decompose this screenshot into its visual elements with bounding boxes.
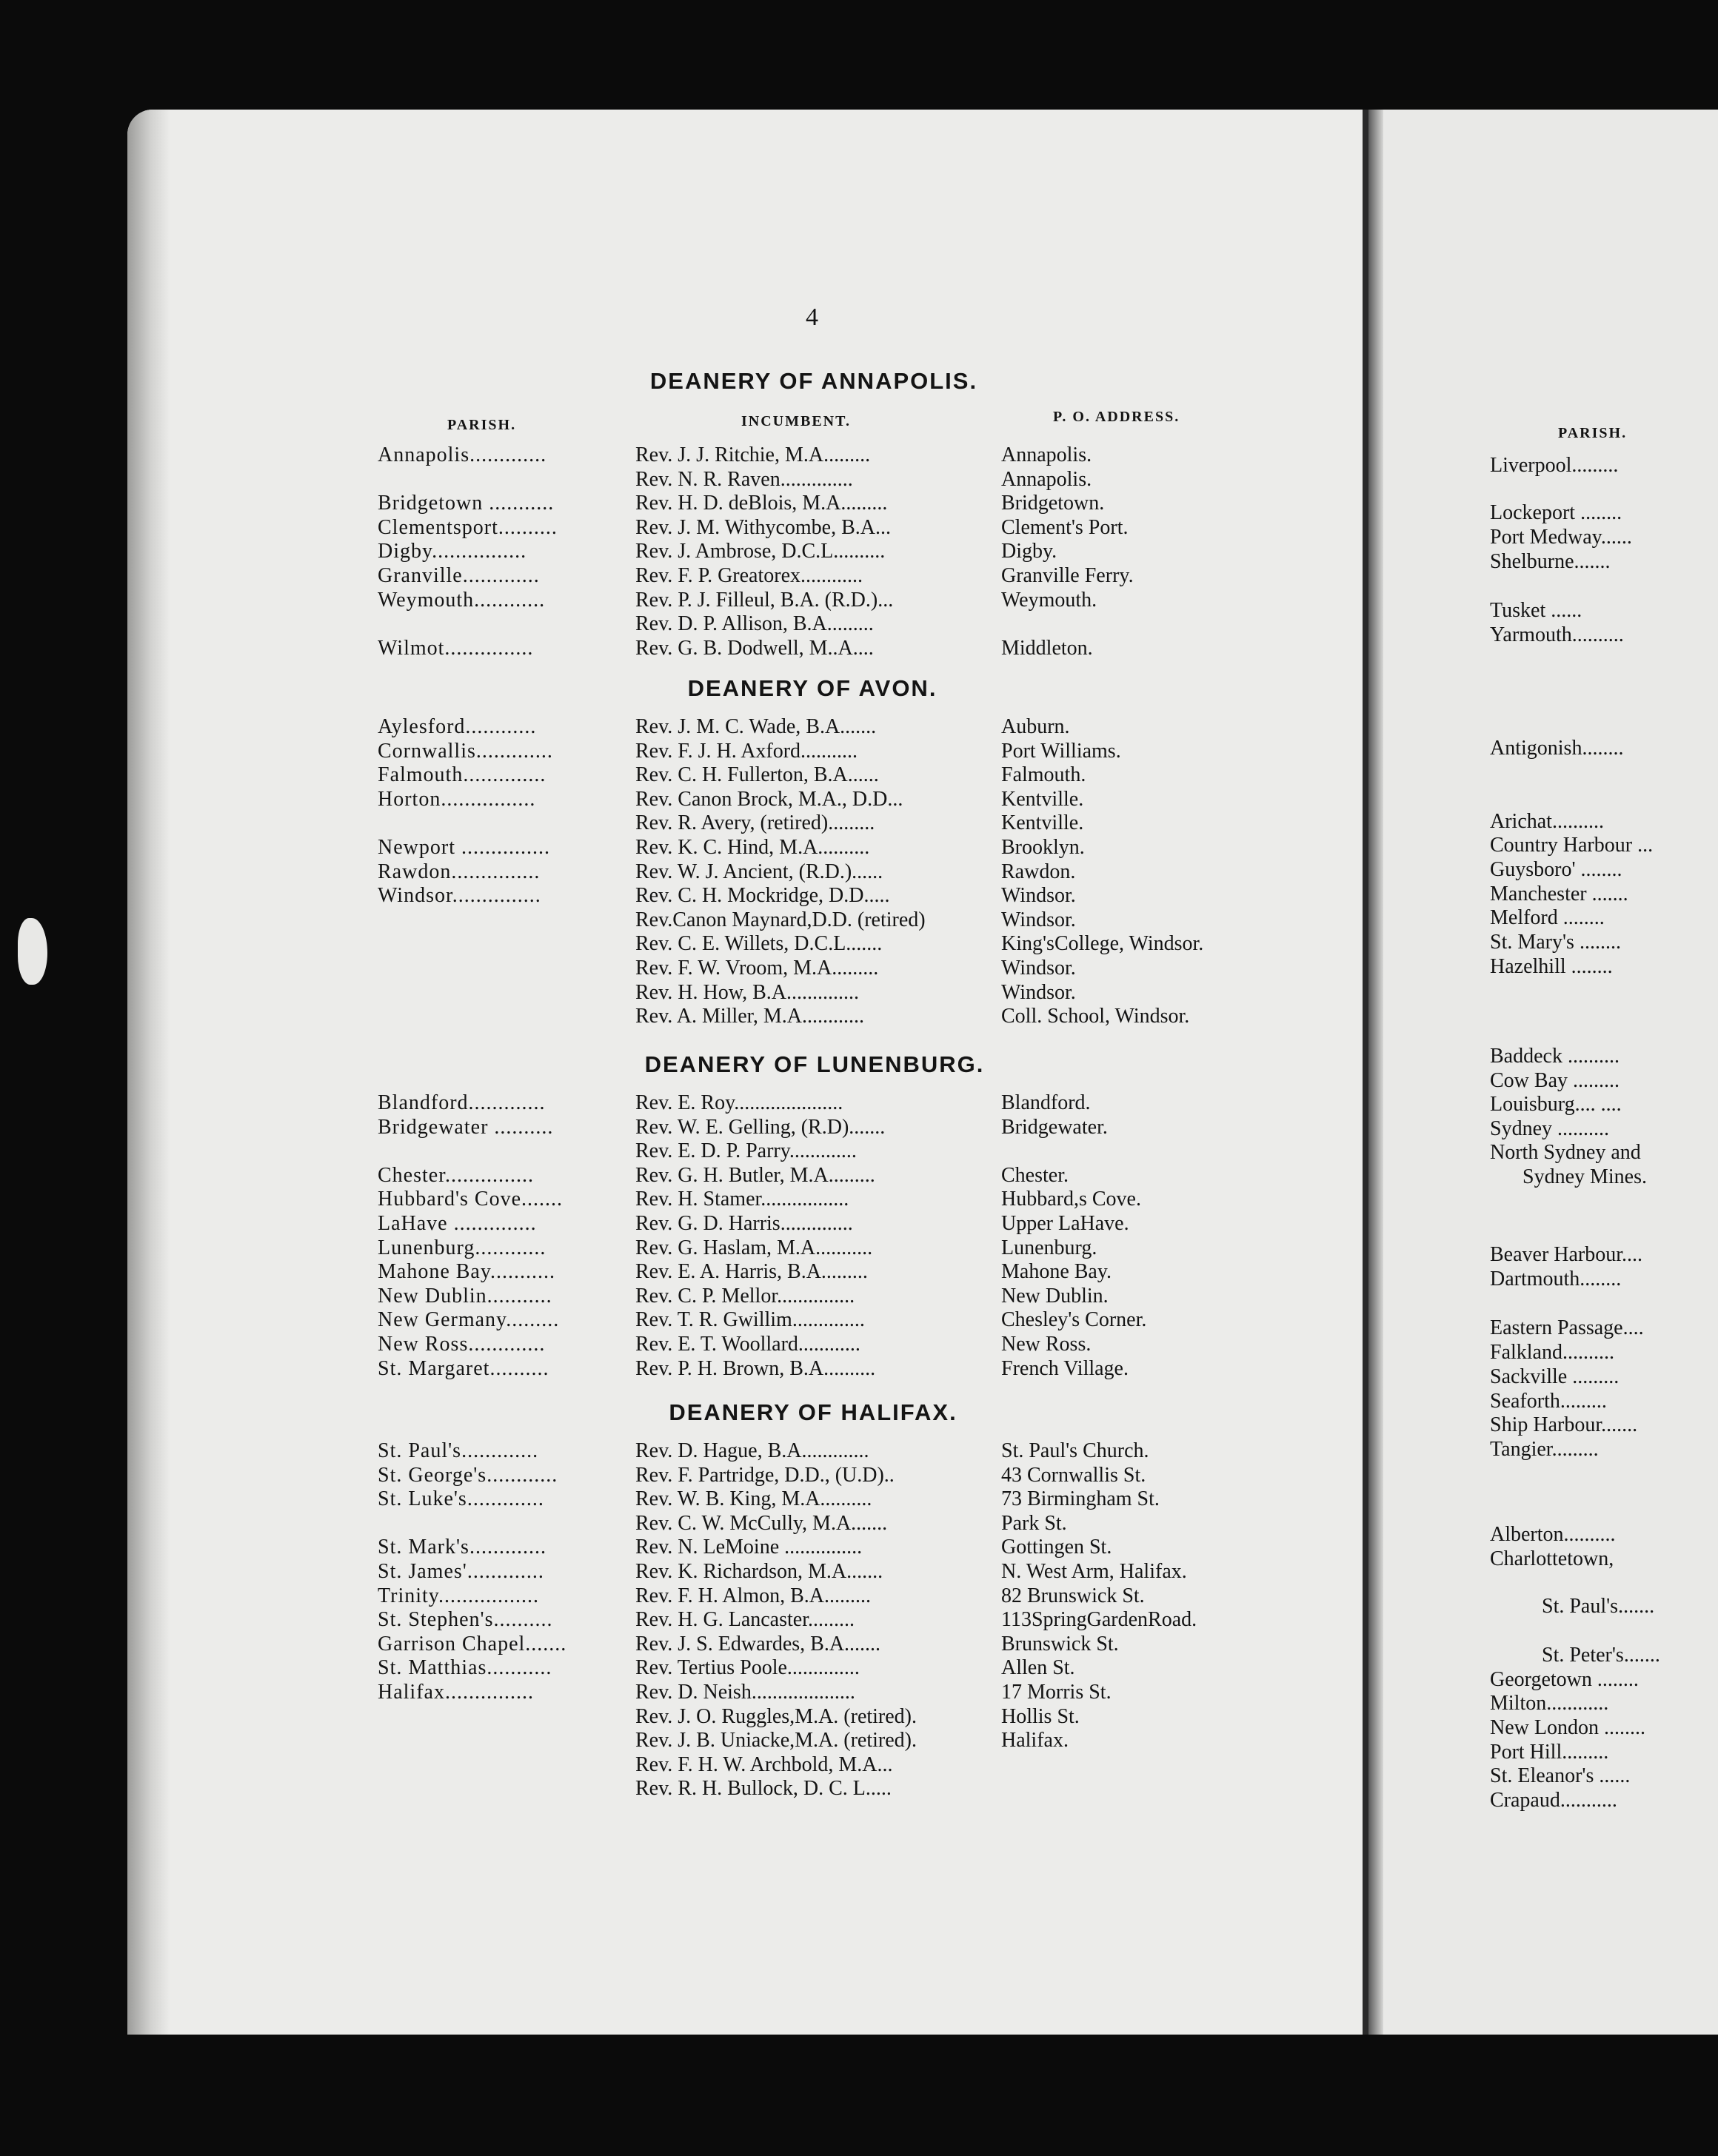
po-address: New Dublin. <box>1001 1285 1109 1308</box>
right-parish-name: Beaver Harbour.... <box>1490 1243 1643 1266</box>
right-parish-name: Sackville ......... <box>1490 1365 1620 1388</box>
po-address: 43 Cornwallis St. <box>1001 1464 1146 1487</box>
po-address: Gottingen St. <box>1001 1536 1112 1559</box>
right-parish-name: Seaforth......... <box>1490 1390 1607 1413</box>
right-parish-name: Sydney Mines. <box>1523 1165 1647 1188</box>
parish-name: St. George's............ <box>378 1464 558 1487</box>
parish-name: Lunenburg............ <box>378 1236 547 1259</box>
parish-name: Windsor............... <box>378 884 541 907</box>
incumbent-name: Rev. C. H. Fullerton, B.A...... <box>635 763 879 786</box>
parish-name: Granville............. <box>378 564 540 587</box>
incumbent-name: Rev. K. C. Hind, M.A.......... <box>635 836 870 859</box>
po-address: 73 Birmingham St. <box>1001 1487 1160 1510</box>
parish-name: Bridgetown ........... <box>378 492 555 515</box>
right-parish-name: Louisburg.... .... <box>1490 1093 1622 1116</box>
po-address: Windsor. <box>1001 884 1076 907</box>
right-parish-name: Manchester ....... <box>1490 883 1628 905</box>
incumbent-name: Rev. Canon Brock, M.A., D.D... <box>635 788 903 811</box>
right-parish-name: Sydney .......... <box>1490 1117 1609 1140</box>
po-address: Middleton. <box>1001 637 1093 660</box>
po-address: Chester. <box>1001 1164 1069 1187</box>
incumbent-name: Rev. G. D. Harris.............. <box>635 1212 853 1235</box>
incumbent-name: Rev. C. W. McCully, M.A....... <box>635 1512 888 1535</box>
parish-name: Cornwallis............. <box>378 740 553 763</box>
incumbent-name: Rev. J. M. C. Wade, B.A....... <box>635 715 877 738</box>
po-address: Annapolis. <box>1001 468 1092 491</box>
incumbent-name: Rev. E. T. Woollard............ <box>635 1333 860 1356</box>
po-address: Upper LaHave. <box>1001 1212 1129 1235</box>
po-address: Bridgewater. <box>1001 1116 1108 1139</box>
po-address: 113SpringGardenRoad. <box>1001 1608 1197 1631</box>
po-address: Hollis St. <box>1001 1705 1080 1728</box>
right-parish-name: St. Paul's....... <box>1542 1595 1655 1618</box>
incumbent-name: Rev. K. Richardson, M.A....... <box>635 1560 883 1583</box>
incumbent-name: Rev. C. E. Willets, D.C.L....... <box>635 932 883 955</box>
incumbent-name: Rev. T. R. Gwillim.............. <box>635 1308 865 1331</box>
gutter-shadow <box>1368 110 1383 2035</box>
incumbent-name: Rev. R. Avery, (retired)......... <box>635 811 875 834</box>
incumbent-name: Rev. C. P. Mellor............... <box>635 1285 855 1308</box>
po-address: New Ross. <box>1001 1333 1092 1356</box>
right-parish-name: Eastern Passage.... <box>1490 1316 1644 1339</box>
incumbent-name: Rev. F. P. Greatorex............ <box>635 564 863 587</box>
incumbent-name: Rev. H. Stamer................. <box>635 1188 849 1211</box>
deanery-heading: DEANERY OF HALIFAX. <box>669 1399 957 1425</box>
po-address: Park St. <box>1001 1512 1067 1535</box>
deanery-heading: DEANERY OF ANNAPOLIS. <box>649 368 978 394</box>
po-address: Digby. <box>1001 540 1057 563</box>
right-parish-name: Cow Bay ......... <box>1490 1069 1620 1092</box>
parish-name: Bridgewater .......... <box>378 1116 554 1139</box>
parish-name: Newport ............... <box>378 836 550 859</box>
incumbent-name: Rev. E. D. P. Parry............. <box>635 1139 857 1162</box>
parish-name: Chester............... <box>378 1164 534 1187</box>
parish-name: New Ross............. <box>378 1333 546 1356</box>
po-address: Falmouth. <box>1001 763 1086 786</box>
right-parish-name: North Sydney and <box>1490 1141 1641 1164</box>
po-address: Blandford. <box>1001 1091 1091 1114</box>
parish-name: Clementsport.......... <box>378 516 558 539</box>
po-address: Bridgetown. <box>1001 492 1105 515</box>
parish-name: Halifax............... <box>378 1681 534 1704</box>
incumbent-name: Rev. J. Ambrose, D.C.L.......... <box>635 540 886 563</box>
parish-name: St. Matthias........... <box>378 1656 552 1679</box>
right-parish-name: Falkland.......... <box>1490 1341 1614 1364</box>
right-parish-name: Tusket ...... <box>1490 599 1582 622</box>
incumbent-name: Rev. A. Miller, M.A............ <box>635 1005 864 1028</box>
incumbent-name: Rev. H. D. deBlois, M.A......... <box>635 492 888 515</box>
parish-name: Rawdon............... <box>378 860 541 883</box>
binding-gutter <box>1363 110 1368 2035</box>
right-column-header-parish: PARISH. <box>1558 425 1628 441</box>
right-parish-name: Shelburne....... <box>1490 550 1611 573</box>
parish-name: New Dublin........... <box>378 1285 552 1308</box>
parish-name: Blandford............. <box>378 1091 546 1114</box>
incumbent-name: Rev. F. J. H. Axford........... <box>635 740 858 763</box>
right-parish-name: Ship Harbour....... <box>1490 1413 1638 1436</box>
right-parish-name: Lockeport ........ <box>1490 501 1622 524</box>
incumbent-name: Rev. N. R. Raven.............. <box>635 468 853 491</box>
po-address: Windsor. <box>1001 981 1076 1004</box>
incumbent-name: Rev. F. H. W. Archbold, M.A... <box>635 1753 893 1776</box>
incumbent-name: Rev. W. B. King, M.A.......... <box>635 1487 872 1510</box>
parish-name: Hubbard's Cove....... <box>378 1188 564 1211</box>
po-address: French Village. <box>1001 1357 1129 1380</box>
right-parish-name: Guysboro' ........ <box>1490 858 1622 881</box>
right-parish-name: Alberton.......... <box>1490 1523 1616 1546</box>
po-address: Lunenburg. <box>1001 1236 1097 1259</box>
right-parish-name: St. Peter's....... <box>1542 1644 1660 1667</box>
incumbent-name: Rev. E. A. Harris, B.A......... <box>635 1260 868 1283</box>
incumbent-name: Rev. J. M. Withycombe, B.A... <box>635 516 891 539</box>
po-address: Weymouth. <box>1001 589 1097 612</box>
right-parish-name: Milton............ <box>1490 1692 1609 1715</box>
incumbent-name: Rev. F. H. Almon, B.A......... <box>635 1584 871 1607</box>
po-address: Coll. School, Windsor. <box>1001 1005 1190 1028</box>
right-parish-name: Country Harbour ... <box>1490 834 1654 857</box>
po-address: 17 Morris St. <box>1001 1681 1112 1704</box>
parish-name: Digby................ <box>378 540 527 563</box>
po-address: Auburn. <box>1001 715 1070 738</box>
parish-name: St. Stephen's.......... <box>378 1608 553 1631</box>
parish-name: New Germany......... <box>378 1308 560 1331</box>
incumbent-name: Rev. Tertius Poole.............. <box>635 1656 860 1679</box>
right-parish-name: Arichat.......... <box>1490 810 1604 833</box>
right-parish-name: Port Medway...... <box>1490 526 1632 549</box>
po-address: Windsor. <box>1001 908 1076 931</box>
incumbent-name: Rev. H. G. Lancaster......... <box>635 1608 855 1631</box>
incumbent-name: Rev. F. Partridge, D.D., (U.D).. <box>635 1464 895 1487</box>
parish-name: Falmouth.............. <box>378 763 547 786</box>
right-parish-name: Hazelhill ........ <box>1490 955 1613 978</box>
po-address: King'sCollege, Windsor. <box>1001 932 1204 955</box>
incumbent-name: Rev. C. H. Mockridge, D.D..... <box>635 884 890 907</box>
right-parish-name: Port Hill......... <box>1490 1741 1609 1764</box>
po-address: Mahone Bay. <box>1001 1260 1112 1283</box>
right-parish-name: Liverpool......... <box>1490 454 1619 477</box>
parish-name: St. Paul's............. <box>378 1439 539 1462</box>
right-parish-name: Melford ........ <box>1490 906 1605 929</box>
po-address: Allen St. <box>1001 1656 1075 1679</box>
parish-name: St. James'............. <box>378 1560 544 1583</box>
parish-name: Wilmot............... <box>378 637 534 660</box>
incumbent-name: Rev. J. B. Uniacke,M.A. (retired). <box>635 1729 917 1752</box>
po-address: Windsor. <box>1001 957 1076 980</box>
page-edge <box>127 110 170 2035</box>
incumbent-name: Rev. W. E. Gelling, (R.D)....... <box>635 1116 886 1139</box>
parish-name: LaHave .............. <box>378 1212 537 1235</box>
incumbent-name: Rev. F. W. Vroom, M.A......... <box>635 957 879 980</box>
po-address: Annapolis. <box>1001 443 1092 466</box>
parish-name: Annapolis............. <box>378 443 547 466</box>
incumbent-name: Rev. D. Hague, B.A............. <box>635 1439 869 1462</box>
incumbent-name: Rev. P. J. Filleul, B.A. (R.D.)... <box>635 589 894 612</box>
incumbent-name: Rev. E. Roy..................... <box>635 1091 843 1114</box>
right-parish-name: New London ........ <box>1490 1716 1645 1739</box>
po-address: Kentville. <box>1001 811 1084 834</box>
right-parish-name: Georgetown ........ <box>1490 1668 1639 1691</box>
incumbent-name: Rev. P. H. Brown, B.A.......... <box>635 1357 876 1380</box>
parish-name: Aylesford............ <box>378 715 537 738</box>
column-header-address: P. O. ADDRESS. <box>1053 409 1180 425</box>
incumbent-name: Rev. G. B. Dodwell, M..A.... <box>635 637 874 660</box>
deanery-heading: DEANERY OF LUNENBURG. <box>644 1051 985 1077</box>
column-header-parish: PARISH. <box>447 417 517 433</box>
incumbent-name: Rev.Canon Maynard,D.D. (retired) <box>635 908 926 931</box>
right-parish-name: Antigonish........ <box>1490 737 1624 760</box>
right-parish-name: St. Eleanor's ...... <box>1490 1764 1631 1787</box>
incumbent-name: Rev. W. J. Ancient, (R.D.)...... <box>635 860 883 883</box>
parish-name: Mahone Bay........... <box>378 1260 556 1283</box>
right-parish-name: Dartmouth........ <box>1490 1268 1622 1290</box>
parish-name: St. Margaret.......... <box>378 1357 549 1380</box>
incumbent-name: Rev. R. H. Bullock, D. C. L..... <box>635 1777 892 1800</box>
po-address: Rawdon. <box>1001 860 1076 883</box>
incumbent-name: Rev. G. H. Butler, M.A......... <box>635 1164 875 1187</box>
parish-name: St. Luke's............. <box>378 1487 544 1510</box>
incumbent-name: Rev. D. P. Allison, B.A......... <box>635 612 874 635</box>
parish-name: St. Mark's............. <box>378 1536 547 1559</box>
po-address: Hubbard,s Cove. <box>1001 1188 1141 1211</box>
po-address: N. West Arm, Halifax. <box>1001 1560 1187 1583</box>
right-parish-name: Charlottetown, <box>1490 1547 1614 1570</box>
incumbent-name: Rev. G. Haslam, M.A........... <box>635 1236 873 1259</box>
po-address: St. Paul's Church. <box>1001 1439 1149 1462</box>
parish-name: Weymouth............ <box>378 589 546 612</box>
po-address: Brunswick St. <box>1001 1633 1119 1656</box>
po-address: Clement's Port. <box>1001 516 1129 539</box>
po-address: Halifax. <box>1001 1729 1069 1752</box>
parish-name: Trinity................. <box>378 1584 539 1607</box>
incumbent-name: Rev. J. O. Ruggles,M.A. (retired). <box>635 1705 918 1728</box>
po-address: 82 Brunswick St. <box>1001 1584 1145 1607</box>
incumbent-name: Rev. D. Neish.................... <box>635 1681 855 1704</box>
right-parish-name: Tangier......... <box>1490 1438 1599 1461</box>
parish-name: Garrison Chapel....... <box>378 1633 567 1656</box>
po-address: Brooklyn. <box>1001 836 1085 859</box>
incumbent-name: Rev. H. How, B.A.............. <box>635 981 860 1004</box>
incumbent-name: Rev. J. S. Edwardes, B.A....... <box>635 1633 881 1656</box>
right-parish-name: St. Mary's ........ <box>1490 931 1621 954</box>
po-address: Kentville. <box>1001 788 1084 811</box>
po-address: Granville Ferry. <box>1001 564 1134 587</box>
incumbent-name: Rev. J. J. Ritchie, M.A......... <box>635 443 871 466</box>
po-address: Port Williams. <box>1001 740 1121 763</box>
parish-name: Horton................ <box>378 788 536 811</box>
right-parish-name: Yarmouth.......... <box>1490 623 1624 646</box>
deanery-heading: DEANERY OF AVON. <box>687 675 937 701</box>
po-address: Chesley's Corner. <box>1001 1308 1147 1331</box>
paper-fragment <box>18 918 47 985</box>
page-number: 4 <box>806 304 818 331</box>
right-parish-name: Crapaud........... <box>1490 1789 1617 1812</box>
right-parish-name: Baddeck .......... <box>1490 1045 1620 1068</box>
incumbent-name: Rev. N. LeMoine ............... <box>635 1536 863 1559</box>
column-header-incumbent: INCUMBENT. <box>741 413 851 429</box>
